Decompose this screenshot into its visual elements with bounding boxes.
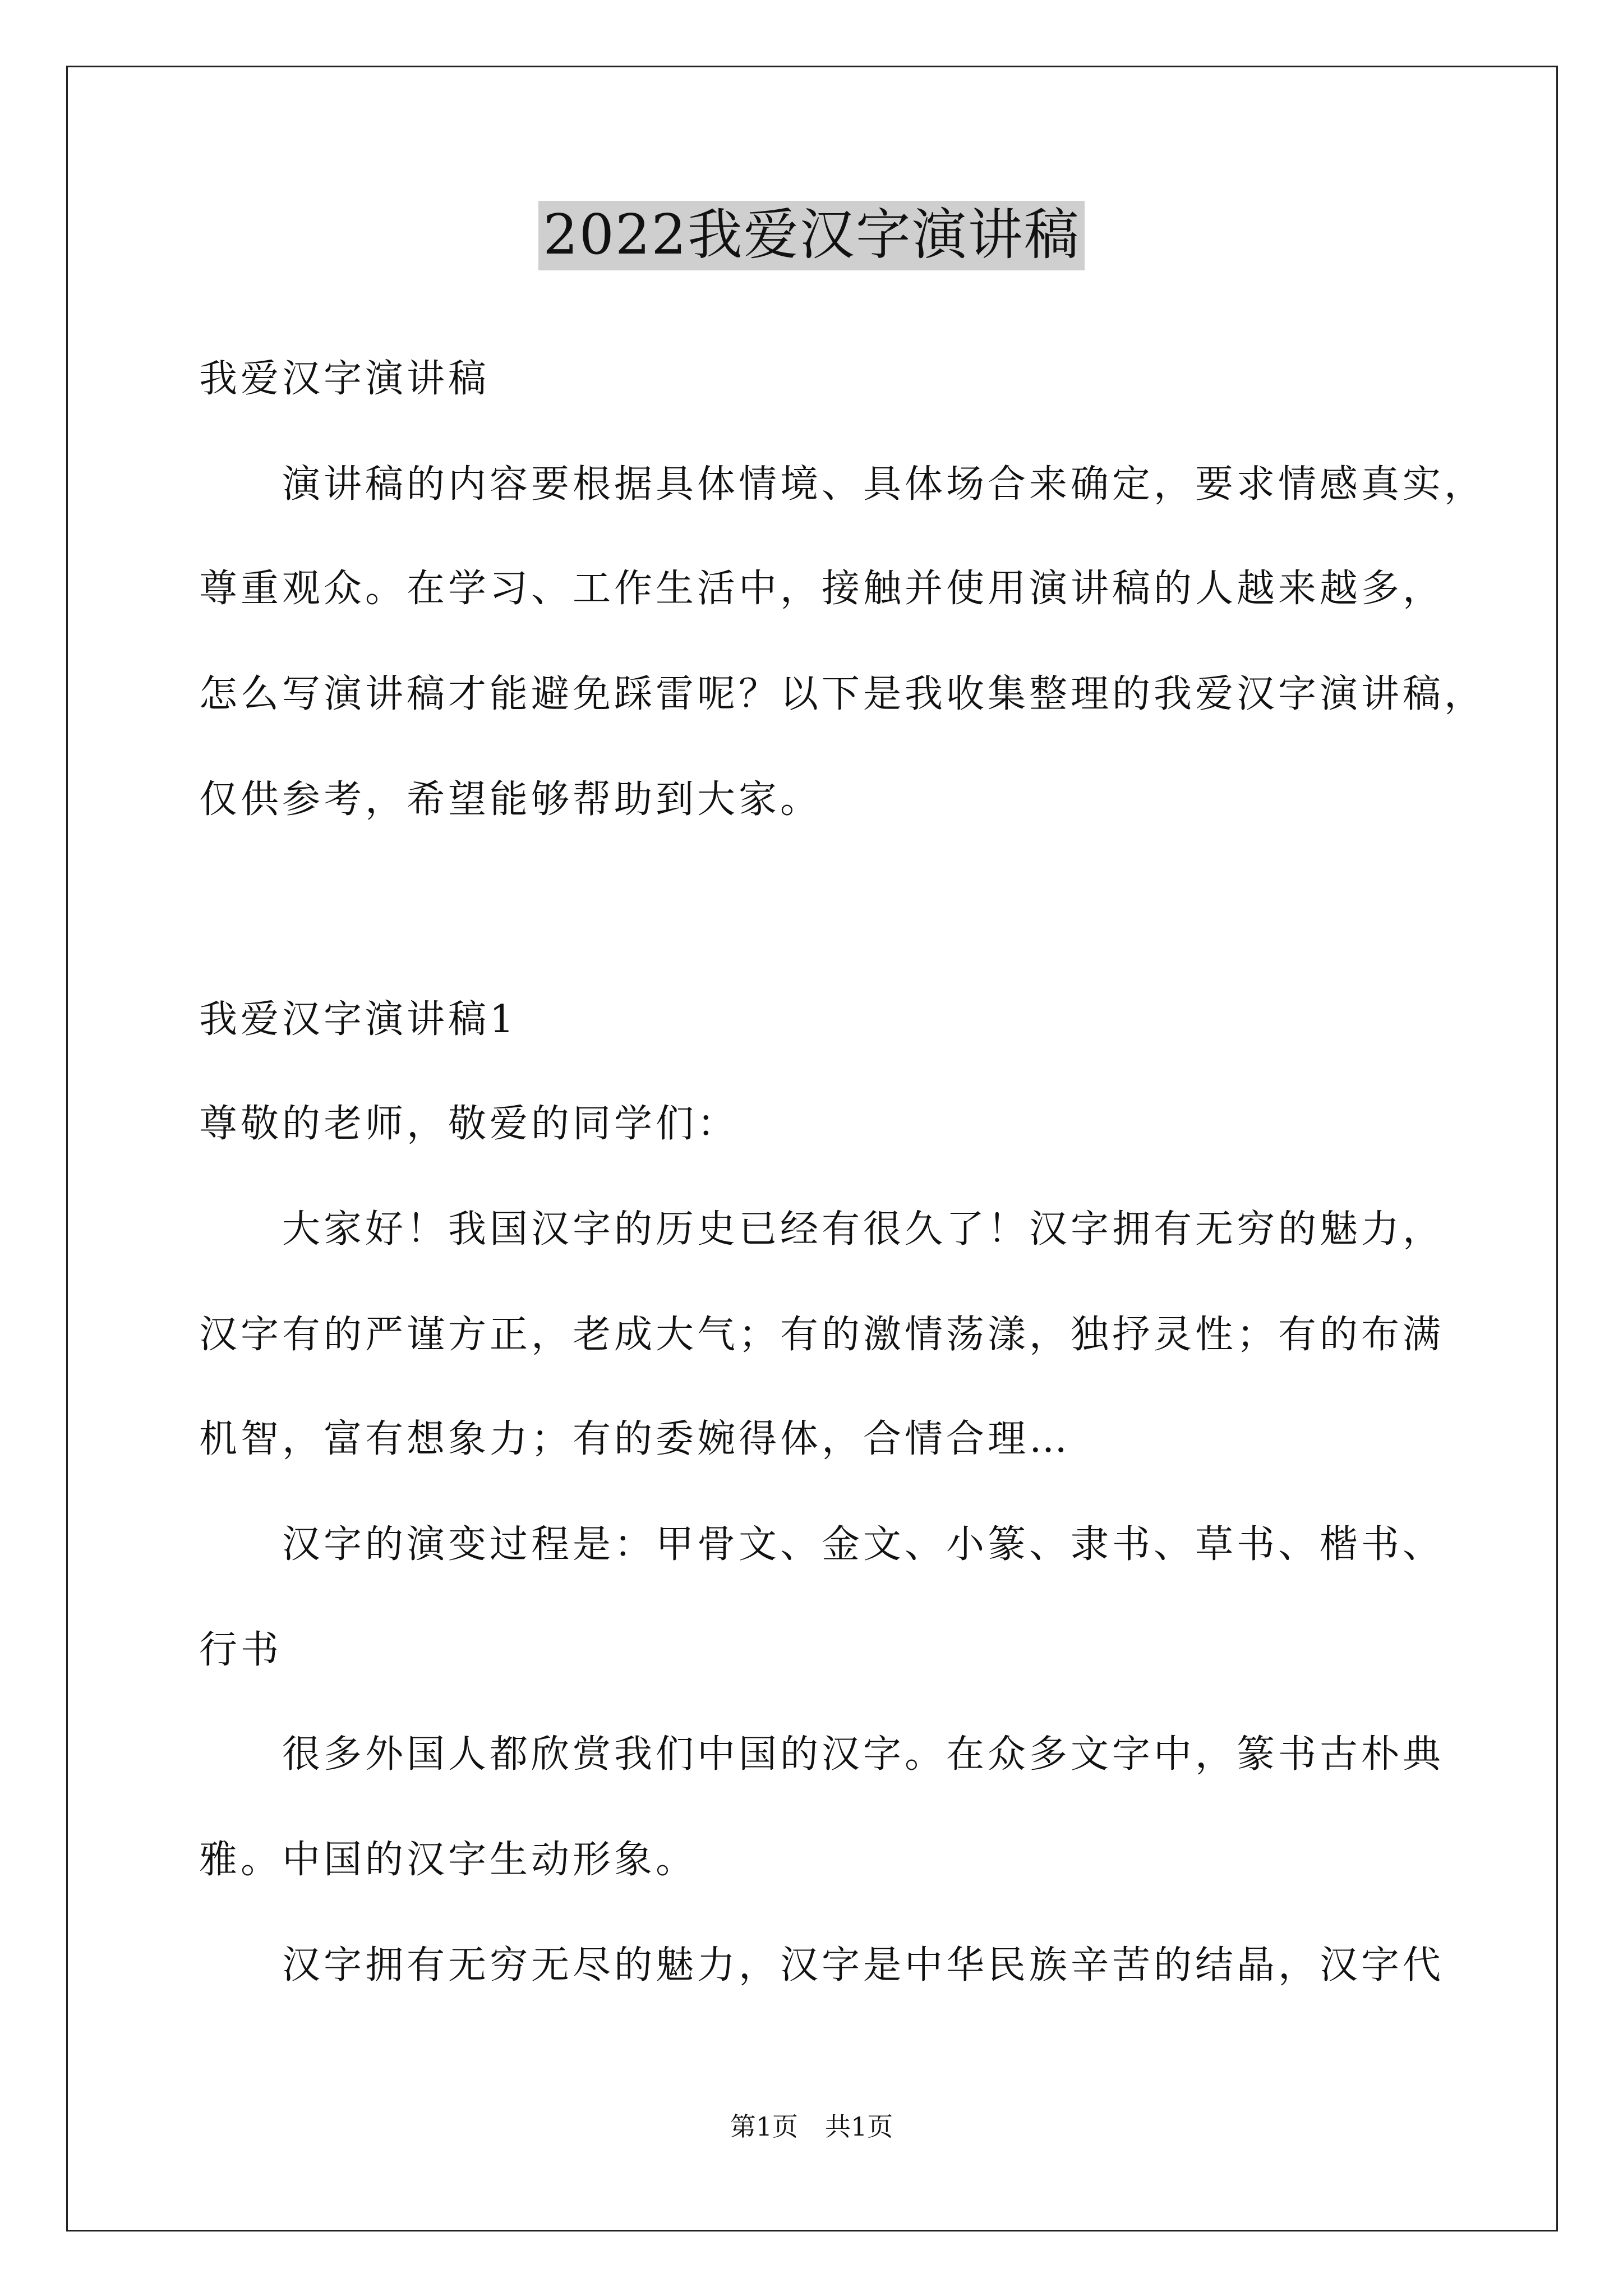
text-line-1: 我爱汉字演讲稿 [199, 357, 490, 401]
text-line-11: 汉字的演变过程是：甲骨文、金文、小篆、隶书、草书、楷书、 [199, 1522, 1445, 1567]
page-footer [0, 2111, 1623, 2142]
text-line-8: 大家好！我国汉字的历史已经有很久了！汉字拥有无穷的魅力， [199, 1207, 1445, 1251]
text-line-9: 汉字有的严谨方正，老成大气；有的激情荡漾，独抒灵性；有的布满 [199, 1313, 1445, 1357]
text-line-12: 行书 [199, 1628, 283, 1672]
text-line-13: 很多外国人都欣赏我们中国的汉字。在众多文字中，篆书古朴典 [199, 1732, 1445, 1777]
text-line-5: 仅供参考，希望能够帮助到大家。 [199, 777, 822, 822]
document-title-text: 2022我爱汉字演讲稿 [538, 201, 1084, 270]
text-line-15: 汉字拥有无穷无尽的魅力，汉字是中华民族辛苦的结晶，汉字代 [199, 1943, 1445, 1987]
document-title [0, 201, 1623, 270]
text-line-3: 尊重观众。在学习、工作生活中，接触并使用演讲稿的人越来越多， [199, 567, 1445, 611]
text-line-7: 尊敬的老师，敬爱的同学们： [199, 1102, 739, 1146]
page-number: 第1页 [730, 2111, 798, 2142]
text-line-4: 怎么写演讲稿才能避免踩雷呢？以下是我收集整理的我爱汉字演讲稿， [199, 672, 1486, 716]
page-total: 共1页 [825, 2111, 893, 2142]
text-line-10: 机智，富有想象力；有的委婉得体，合情合理… [199, 1417, 1071, 1461]
text-line-6: 我爱汉字演讲稿1 [199, 997, 518, 1042]
text-line-2: 演讲稿的内容要根据具体情境、具体场合来确定，要求情感真实， [199, 462, 1486, 507]
text-line-14: 雅。中国的汉字生动形象。 [199, 1838, 698, 1882]
